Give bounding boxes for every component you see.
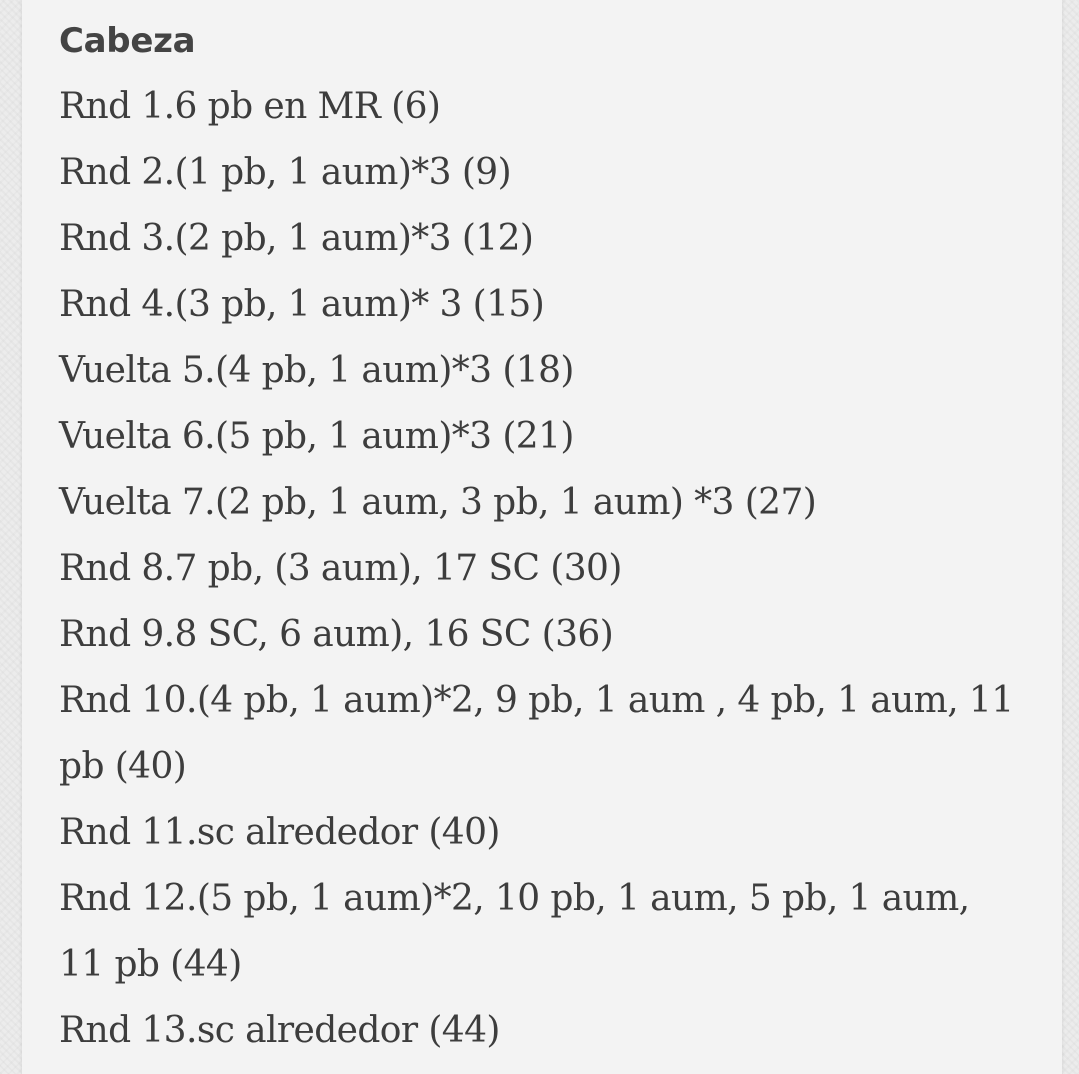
section-title: Cabeza	[59, 21, 196, 61]
round-line: Rnd 1.6 pb en MR (6)	[59, 86, 441, 127]
round-line: Vuelta 6.(5 pb, 1 aum)*3 (21)	[59, 416, 574, 457]
round-line: Rnd 10.(4 pb, 1 aum)*2, 9 pb, 1 aum , 4 pb, 1 aum, 11 pb (40)	[59, 680, 1014, 787]
round-line: Vuelta 5.(4 pb, 1 aum)*3 (18)	[59, 350, 574, 391]
round-line: Rnd 12.(5 pb, 1 aum)*2, 10 pb, 1 aum, 5 pb, 1 aum, 11 pb (44)	[59, 878, 970, 985]
pattern-card	[22, 0, 1062, 1074]
round-line: Rnd 2.(1 pb, 1 aum)*3 (9)	[59, 152, 512, 193]
round-line: Rnd 11.sc alrededor (40)	[59, 812, 500, 853]
round-line: Rnd 3.(2 pb, 1 aum)*3 (12)	[59, 218, 534, 259]
round-line: Rnd 8.7 pb, (3 aum), 17 SC (30)	[59, 548, 622, 589]
round-line: Rnd 4.(3 pb, 1 aum)* 3 (15)	[59, 284, 545, 325]
pattern-content	[59, 8, 1019, 1064]
round-line: Rnd 9.8 SC, 6 aum), 16 SC (36)	[59, 614, 614, 655]
round-line: Vuelta 7.(2 pb, 1 aum, 3 pb, 1 aum) *3 (27)	[59, 482, 817, 523]
round-line: Rnd 13.sc alrededor (44)	[59, 1010, 500, 1051]
